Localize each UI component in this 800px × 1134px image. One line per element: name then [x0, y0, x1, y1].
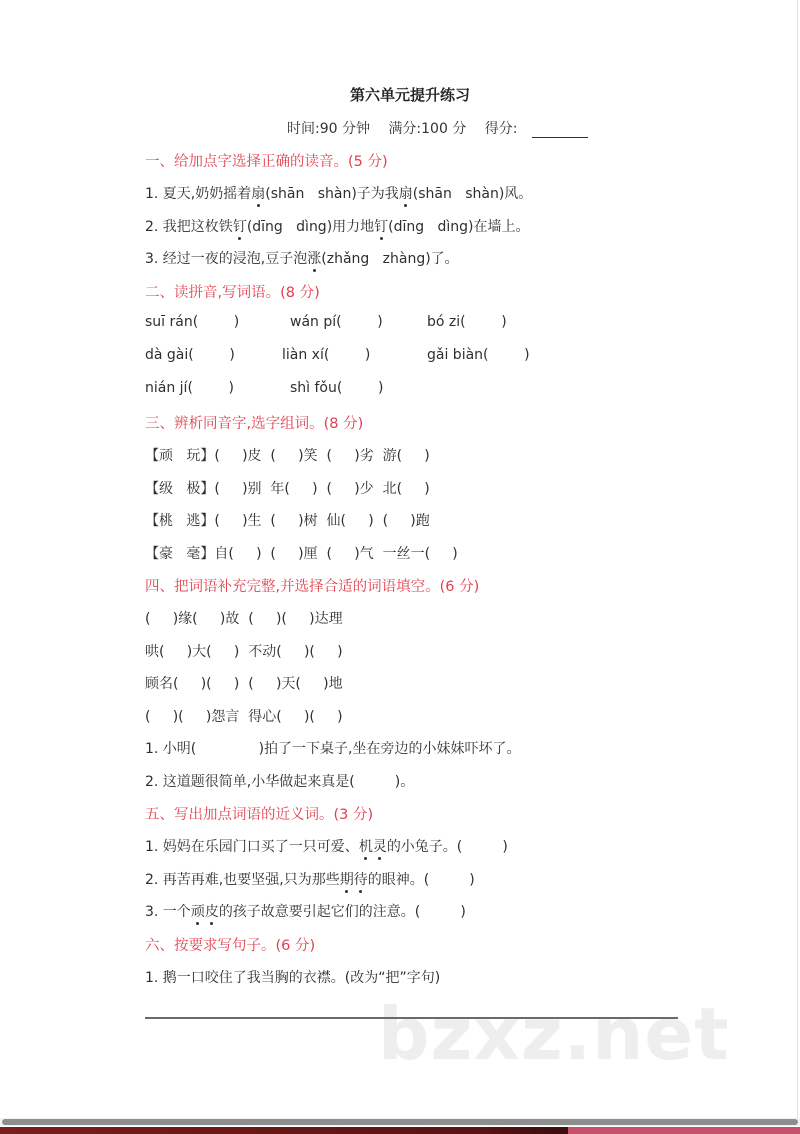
section-3-heading: 三、辨析同音字,选字组词。(8 分): [145, 416, 364, 432]
time-limit: 时间:90 分钟: [287, 121, 370, 137]
score-blank[interactable]: [532, 123, 588, 138]
text: (dīng dìng)在墙上。: [388, 219, 530, 235]
fill-in-item: 1. 小明( )拍了一下桌子,坐在旁边的小妹妹吓坏了。: [145, 741, 521, 757]
idiom-row: ( )缘( )故 ( )( )达理: [145, 611, 343, 627]
section-2-heading: 二、读拼音,写词语。(8 分): [145, 285, 320, 301]
pinyin-item: suī rán( ): [145, 314, 240, 330]
text: 的眼神。( ): [367, 872, 475, 888]
answer-line[interactable]: [145, 1017, 678, 1019]
section-5-heading: 五、写出加点词语的近义词。(3 分): [145, 807, 374, 823]
homophone-row: 【桃 逃】( )生 ( )树 仙( ) ( )跑: [145, 513, 430, 529]
dotted-char: 待: [353, 872, 368, 888]
dotted-char: 灵: [372, 839, 387, 855]
page-title: 第六单元提升练习: [349, 86, 470, 104]
section-1-item-2: [145, 216, 530, 236]
text: 3. 一个: [145, 904, 191, 920]
dotted-char: 涨: [307, 251, 322, 267]
pinyin-item: gǎi biàn( ): [427, 347, 530, 363]
dotted-char: 顽: [190, 904, 205, 920]
synonym-item: [145, 869, 475, 889]
exam-meta: [287, 118, 588, 138]
section-1-item-3: [145, 248, 459, 268]
dotted-char: 机: [358, 839, 373, 855]
dotted-char: 期: [339, 872, 354, 888]
homophone-row: 【豪 毫】自( ) ( )厘 ( )气 一丝一( ): [145, 546, 458, 562]
text: 1. 妈妈在乐园门口买了一只可爱、: [145, 839, 359, 855]
text: (shān shàn)风。: [412, 186, 533, 202]
pinyin-item: nián jí( ): [145, 380, 234, 396]
dotted-char: 扇: [398, 186, 413, 202]
text: 2. 我把这枚铁: [145, 219, 233, 235]
score-label: 得分:: [484, 121, 518, 137]
text: 3. 经过一夜的浸泡,豆子泡: [145, 251, 308, 267]
text: (zhǎng zhàng)了。: [321, 251, 459, 267]
pinyin-item: bó zi( ): [427, 314, 507, 330]
idiom-row: 哄( )大( ) 不动( )( ): [145, 644, 343, 660]
section-1-heading: 一、给加点字选择正确的读音。(5 分): [145, 154, 388, 170]
idiom-row: ( )( )怨言 得心( )( ): [145, 709, 343, 725]
pinyin-item: shì fǒu( ): [290, 380, 384, 396]
dotted-char: 钉: [232, 219, 247, 235]
text: 1. 夏天,奶奶摇着: [145, 186, 252, 202]
watermark: bzxz.net: [378, 992, 730, 1076]
pinyin-item: dà gài( ): [145, 347, 235, 363]
dotted-char: 皮: [204, 904, 219, 920]
homophone-row: 【级 极】( )别 年( ) ( )少 北( ): [145, 481, 430, 497]
text: (dīng dìng)用力地: [246, 219, 375, 235]
fill-in-item: 2. 这道题很简单,小华做起来真是( )。: [145, 774, 415, 790]
section-4-heading: 四、把词语补充完整,并选择合适的词语填空。(6 分): [145, 579, 480, 595]
section-1-item-1: [145, 183, 532, 203]
text: 的小兔子。( ): [386, 839, 508, 855]
idiom-row: 顾名( )( ) ( )天( )地: [145, 676, 343, 692]
homophone-row: 【顽 玩】( )皮 ( )笑 ( )劣 游( ): [145, 448, 430, 464]
text: 2. 再苦再难,也要坚强,只为那些: [145, 872, 340, 888]
rewrite-item: 1. 鹅一口咬住了我当胸的衣襟。(改为“把”字句): [145, 970, 441, 986]
synonym-item: [145, 901, 466, 921]
pinyin-item: liàn xí( ): [282, 347, 371, 363]
text: (shān shàn)子为我: [265, 186, 399, 202]
section-6-heading: 六、按要求写句子。(6 分): [145, 938, 316, 954]
synonym-item: [145, 836, 508, 856]
dotted-char: 钉: [374, 219, 389, 235]
text: 的孩子故意要引起它们的注意。( ): [218, 904, 466, 920]
dotted-char: 扇: [251, 186, 266, 202]
pinyin-item: wán pí( ): [290, 314, 383, 330]
full-score: 满分:100 分: [388, 121, 467, 137]
